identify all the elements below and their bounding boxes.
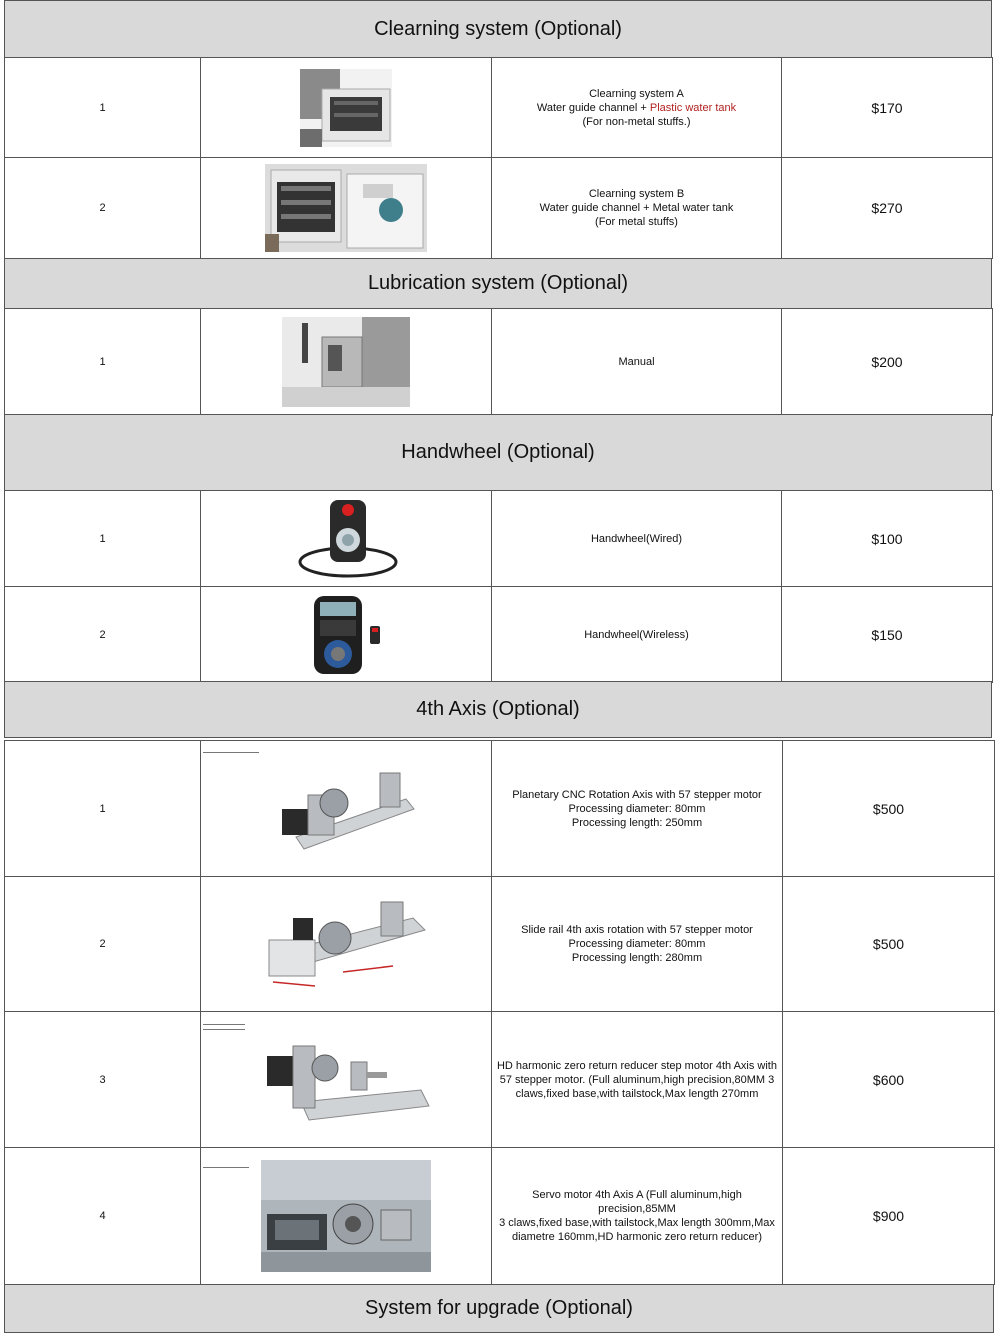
section-header-handwheel [4, 414, 992, 491]
description-line: Processing diameter: 80mm [568, 938, 706, 950]
description-line: Slide rail 4th axis rotation with 57 stepper motor [521, 924, 753, 936]
harmonic-reducer-axis-photo [261, 1032, 431, 1128]
table-row [5, 1148, 995, 1285]
table-row [5, 877, 995, 1012]
product-image-cell [201, 741, 492, 877]
description-line: 3 claws,fixed base,with tailstock,Max length 300mm,Max [499, 1217, 775, 1229]
description-cell [492, 877, 783, 1012]
decorative-rule [203, 1167, 249, 1168]
section-title-handwheel: Handwheel (Optional) [401, 441, 595, 463]
row-number: 1 [5, 309, 201, 416]
description-text: Water guide channel + [536, 101, 650, 114]
decorative-rule [203, 752, 259, 753]
slide-rail-axis-photo [263, 894, 429, 994]
section-header-4th-axis [4, 681, 992, 738]
description-line [492, 101, 781, 115]
price-cell: $600 [783, 1012, 995, 1148]
price-cell: $150 [782, 587, 993, 683]
price-cell: $900 [783, 1148, 995, 1285]
axis-table [4, 740, 995, 1285]
table-row [5, 491, 993, 587]
description-line: Processing length: 280mm [571, 952, 703, 964]
description-line: (For non-metal stuffs.) [582, 115, 691, 128]
section-header-upgrade [4, 1284, 994, 1333]
description-line: diametre 160mm,HD harmonic zero return reducer) [511, 1231, 763, 1243]
price-cell: $270 [782, 158, 993, 259]
table-row [5, 158, 993, 259]
product-image-cell [201, 1148, 492, 1285]
table-row [5, 1012, 995, 1148]
description-line: Processing length: 250mm [571, 816, 703, 829]
servo-motor-axis-photo [261, 1160, 431, 1272]
section-title-cleaning: Clearning system (Optional) [374, 17, 622, 40]
product-image-cell [201, 587, 492, 683]
description-cell [492, 58, 782, 158]
description-line: Planetary CNC Rotation Axis with 57 stepper motor [512, 788, 762, 801]
table-row [5, 58, 993, 158]
description-line: Clearning system B [588, 188, 685, 200]
planetary-rotation-axis-photo [276, 759, 416, 859]
cleaning-system-b-photo [265, 164, 427, 252]
section-title-4th-axis: 4th Axis (Optional) [416, 698, 580, 720]
section-header-cleaning [4, 0, 992, 58]
description-line: Servo motor 4th Axis A (Full aluminum,high precision,85MM [532, 1189, 742, 1215]
product-image-cell [201, 491, 492, 587]
handwheel-table [4, 490, 993, 683]
price-cell: $500 [783, 741, 995, 877]
wired-handwheel-photo [292, 496, 400, 582]
description-cell: Handwheel(Wireless) [492, 587, 782, 683]
description-cell [492, 741, 783, 877]
manual-lubrication-pump-photo [282, 317, 410, 407]
section-title-lubrication: Lubrication system (Optional) [367, 272, 629, 294]
row-number: 1 [5, 58, 201, 158]
description-cell [492, 158, 782, 259]
table-row [5, 587, 993, 683]
decorative-rule [203, 1024, 245, 1025]
cleaning-system-a-photo [300, 69, 392, 147]
price-cell: $200 [782, 309, 993, 416]
description-line: 57 stepper motor. (Full aluminum,high precision,80MM 3 [499, 1073, 775, 1086]
description-line: (For metal stuffs) [595, 216, 678, 228]
price-cell: $100 [782, 491, 993, 587]
description-cell [492, 1148, 783, 1285]
price-cell: $170 [782, 58, 993, 158]
row-number: 2 [5, 158, 201, 259]
product-image-cell [201, 309, 492, 416]
row-number: 1 [5, 741, 201, 877]
product-image-cell [201, 158, 492, 259]
lubrication-table [4, 308, 993, 416]
table-row [5, 741, 995, 877]
description-line: claws,fixed base,with tailstock,Max length 270mm [515, 1087, 759, 1100]
price-cell: $500 [783, 877, 995, 1012]
decorative-rule [203, 1029, 245, 1030]
description-line: Water guide channel + Metal water tank [539, 202, 734, 214]
row-number: 2 [5, 587, 201, 683]
cleaning-table [4, 57, 993, 259]
description-cell [492, 1012, 783, 1148]
table-row [5, 309, 993, 416]
section-header-lubrication [4, 258, 992, 309]
section-title-upgrade: System for upgrade (Optional) [365, 1297, 633, 1319]
description-line: HD harmonic zero return reducer step motor 4th Axis with [496, 1059, 777, 1072]
wireless-handwheel-photo [300, 592, 392, 678]
product-image-cell [201, 877, 492, 1012]
row-number: 2 [5, 877, 201, 1012]
row-number: 3 [5, 1012, 201, 1148]
description-cell: Handwheel(Wired) [492, 491, 782, 587]
description-line: Processing diameter: 80mm [568, 802, 706, 815]
highlighted-text: Plastic water tank [649, 101, 737, 114]
description-line: Clearning system A [589, 87, 684, 100]
row-number: 1 [5, 491, 201, 587]
product-image-cell [201, 1012, 492, 1148]
row-number: 4 [5, 1148, 201, 1285]
product-image-cell [201, 58, 492, 158]
description-cell: Manual [492, 309, 782, 416]
